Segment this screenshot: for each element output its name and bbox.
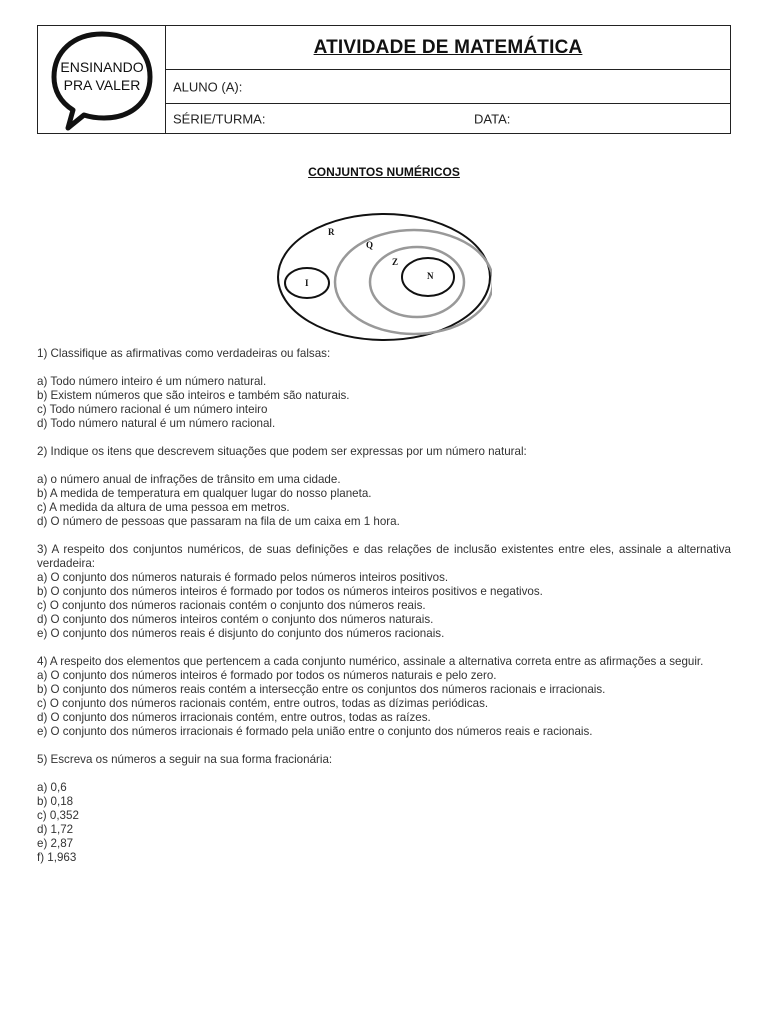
question-1-prompt: 1) Classifique as afirmativas como verdadeiras ou falsas: <box>37 347 331 360</box>
question-4-option-a: a) O conjunto dos números inteiros é formado por todos os números naturais e pelo zero. <box>37 669 497 682</box>
page-title: ATIVIDADE DE MATEMÁTICA <box>313 36 583 58</box>
question-5-item-e: e) 2,87 <box>37 837 74 850</box>
question-5-item-c: c) 0,352 <box>37 809 79 822</box>
question-1-option-d: d) Todo número natural é um número racional. <box>37 417 276 430</box>
question-4-option-e: e) O conjunto dos números irracionais é formado pela união entre o conjunto dos números reais e racionais. <box>37 725 593 738</box>
questions-area <box>37 347 731 865</box>
question-4-option-c: c) O conjunto dos números racionais contém, entre outros, todas as dízimas periódicas. <box>37 697 489 710</box>
question-5-item-d: d) 1,72 <box>37 823 74 836</box>
class-date-row <box>166 104 730 133</box>
question-2-option-a: a) o número anual de infrações de trânsito em uma cidade. <box>37 473 341 486</box>
question-5-prompt: 5) Escreva os números a seguir na sua forma fracionária: <box>37 753 333 766</box>
question-2-option-b: b) A medida de temperatura em qualquer lugar do nosso planeta. <box>37 487 372 500</box>
question-3-option-b: b) O conjunto dos números inteiros é formado por todos os números inteiros positivos e negativos. <box>37 585 543 598</box>
label-q: Q <box>366 240 374 250</box>
label-z: Z <box>392 257 399 267</box>
question-2-option-d: d) O número de pessoas que passaram na fila de um caixa em 1 hora. <box>37 515 400 528</box>
logo-line1: ENSINANDO <box>59 58 144 75</box>
class-label: SÉRIE/TURMA: <box>173 111 266 126</box>
label-i: I <box>305 278 309 288</box>
logo-line2: PRA VALER <box>63 76 140 93</box>
set-q-ellipse <box>335 230 492 334</box>
section-title: CONJUNTOS NUMÉRICOS <box>308 165 460 179</box>
question-3-prompt: 3) A respeito dos conjuntos numéricos, de suas definições e das relações de inclusão existentes entre eles, assinale a alternativa verdadeira: <box>37 543 731 570</box>
question-3-option-a: a) O conjunto dos números naturais é formado pelos números inteiros positivos. <box>37 571 449 584</box>
date-label: DATA: <box>474 111 511 126</box>
student-row <box>166 70 730 104</box>
logo-cell <box>38 26 166 133</box>
student-label: ALUNO (A): <box>173 79 243 94</box>
question-3-option-d: d) O conjunto dos números inteiros contém o conjunto dos números naturais. <box>37 613 434 626</box>
logo-speech-bubble <box>46 28 158 132</box>
question-4-option-b: b) O conjunto dos números reais contém a intersecção entre os conjuntos dos números racionais e irracionais. <box>37 683 606 696</box>
question-1-option-c: c) Todo número racional é um número inteiro <box>37 403 268 416</box>
question-3-option-e: e) O conjunto dos números reais é disjunto do conjunto dos números racionais. <box>37 627 445 640</box>
title-row <box>166 26 730 70</box>
info-cell <box>166 26 730 133</box>
question-4-prompt: 4) A respeito dos elementos que pertencem a cada conjunto numérico, assinale a alternativa correta entre as afirmações a seguir. <box>37 655 704 668</box>
venn-diagram <box>276 212 492 342</box>
set-z-ellipse <box>370 247 464 317</box>
question-1-option-a: a) Todo número inteiro é um número natural. <box>37 375 267 388</box>
label-n: N <box>427 271 434 281</box>
question-2-prompt: 2) Indique os itens que descrevem situações que podem ser expressas por um número natural: <box>37 445 527 458</box>
question-5-item-b: b) 0,18 <box>37 795 74 808</box>
label-r: R <box>328 227 335 237</box>
question-3-option-c: c) O conjunto dos números racionais contém o conjunto dos números reais. <box>37 599 426 612</box>
header-table <box>37 25 731 134</box>
question-5-item-a: a) 0,6 <box>37 781 67 794</box>
question-1-option-b: b) Existem números que são inteiros e também são naturais. <box>37 389 350 402</box>
question-5-item-f: f) 1,963 <box>37 851 77 864</box>
question-2-option-c: c) A medida da altura de uma pessoa em metros. <box>37 501 290 514</box>
question-4-option-d: d) O conjunto dos números irracionais contém, entre outros, todas as raízes. <box>37 711 431 724</box>
